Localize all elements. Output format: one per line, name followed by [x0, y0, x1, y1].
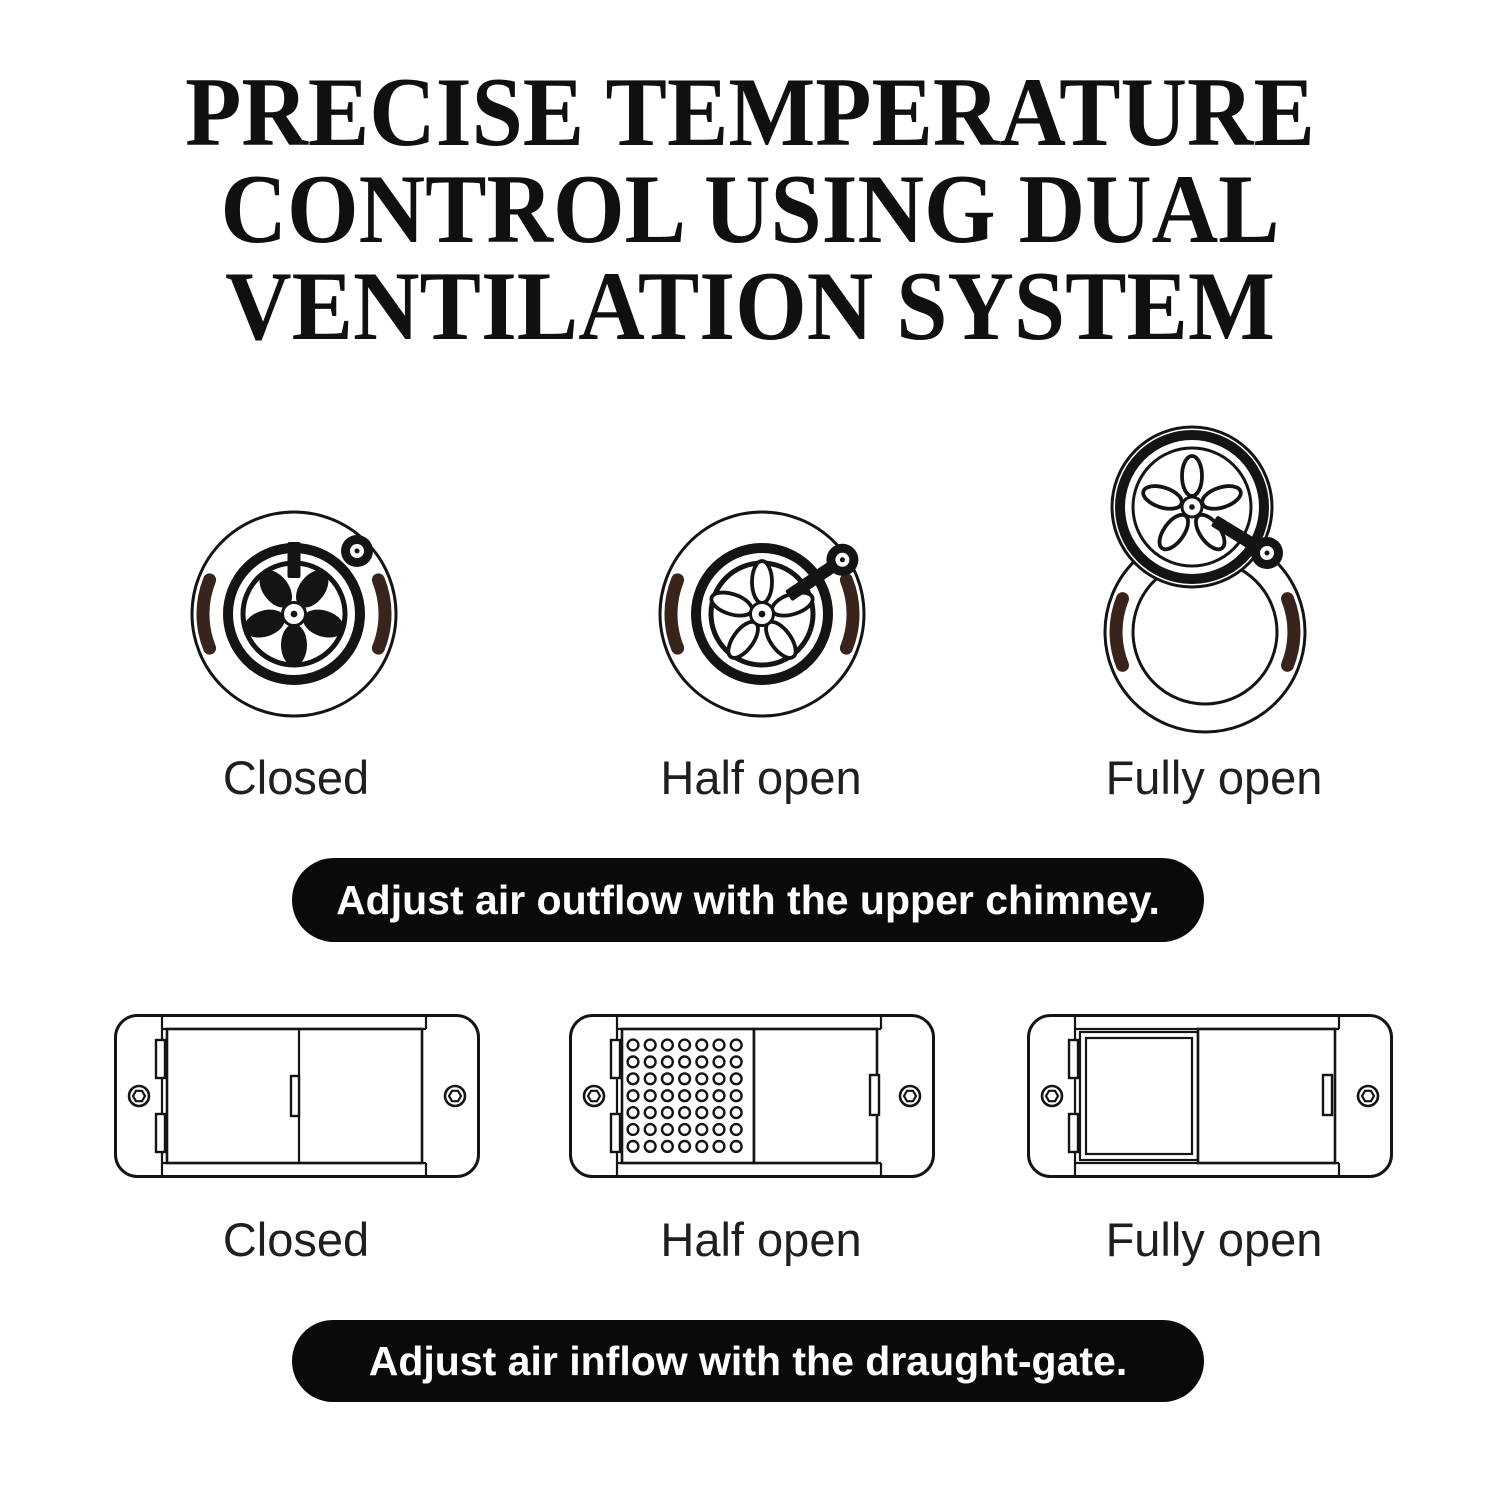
- right-grip-arc: [846, 580, 853, 648]
- frame-tab: [1069, 1040, 1078, 1078]
- damper-handle-bar: [288, 542, 301, 578]
- chimney-vent-closed-diagram: [184, 504, 404, 724]
- left-grip-arc: [203, 580, 210, 648]
- right-screw: [1358, 1086, 1378, 1106]
- chimney-vent-fully-open-diagram: [1095, 415, 1325, 745]
- frame-tab: [611, 1040, 620, 1078]
- title-line-2: CONTROL USING DUAL: [220, 155, 1280, 264]
- gate-banner-text: Adjust air inflow with the draught-gate.: [368, 1337, 1128, 1384]
- frame-tab: [156, 1040, 165, 1078]
- chimney-state-label-closed: Closed: [222, 751, 370, 804]
- chimney-state-label-half-open: Half open: [660, 751, 862, 804]
- title-line-1: PRECISE TEMPERATURE: [185, 58, 1315, 167]
- pivot-knob: [1251, 537, 1283, 569]
- chimney-banner-text: Adjust air outflow with the upper chimney.: [336, 876, 1160, 923]
- right-screw: [445, 1086, 465, 1106]
- slider-handle: [870, 1075, 879, 1115]
- chimney-state-label-fully-open: Fully open: [1105, 751, 1323, 804]
- slider-panel: [754, 1029, 877, 1163]
- draught-gate-fully-open-diagram: [1025, 1012, 1395, 1180]
- pivot-knob: [826, 544, 858, 576]
- left-grip-arc: [1116, 599, 1122, 666]
- left-grip-arc: [671, 580, 678, 648]
- slider-panel: [1198, 1029, 1335, 1163]
- draught-gate-half-open-diagram: [567, 1012, 937, 1180]
- title-line-3: VENTILATION SYSTEM: [225, 252, 1275, 361]
- frame-tab: [156, 1114, 165, 1152]
- gate-banner: [292, 1320, 1204, 1402]
- chimney-vent-half-open-diagram: [652, 504, 872, 724]
- right-grip-arc: [378, 580, 385, 648]
- pivot-knob: [341, 535, 373, 567]
- left-screw: [584, 1086, 604, 1106]
- slider-handle: [1323, 1075, 1332, 1115]
- left-screw: [129, 1086, 149, 1106]
- gate-state-label-fully-open: Fully open: [1105, 1213, 1323, 1266]
- chimney-banner: [292, 858, 1204, 942]
- right-grip-arc: [1288, 599, 1294, 666]
- frame-tab: [1069, 1114, 1078, 1152]
- gate-state-label-half-open: Half open: [660, 1213, 862, 1266]
- left-screw: [1042, 1086, 1062, 1106]
- lid-disc: [1112, 427, 1274, 587]
- gate-state-label-closed: Closed: [222, 1213, 370, 1266]
- draught-gate-closed-diagram: [112, 1012, 482, 1180]
- page-title: [53, 58, 1448, 361]
- right-screw: [900, 1086, 920, 1106]
- frame-tab: [611, 1114, 620, 1152]
- slider-handle: [291, 1076, 299, 1116]
